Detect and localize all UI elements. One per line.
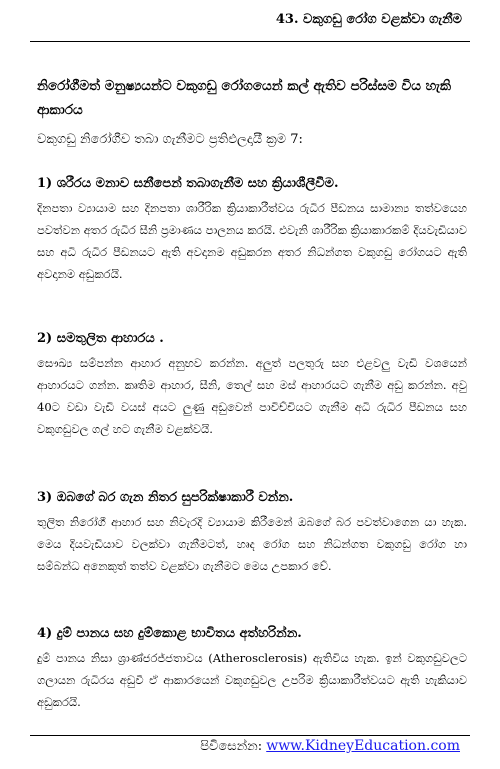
section-2: [37, 328, 467, 440]
website-link[interactable]: www.KidneyEducation.com: [266, 738, 460, 754]
section-4: [37, 623, 467, 713]
article-intro: වකුගඩු නිරෝගීව තබා ගැනීමට ප්‍රතිඵලදායී ක්‍රම 7:: [37, 132, 303, 147]
section-body: දුම් පානය නිසා ශ්‍රාණ්ජරජ්ජතාවය (Atherosclerosis) ඇතිවිය හැක. ඉන් වකුගඩුවලට ගලායන රුධිරය අඩුවී ඒ ආකාරයෙන් වකුගඩුවල උපරිම ක්‍රියාකාරීත්වයට ඇති හැකියාව අඩුකරයි.: [37, 651, 467, 709]
section-heading: 1) ශරීරය මනාව සනීපෙන් තබාගැනීම සහ ක්‍රියාශීලීවීම.: [37, 176, 339, 191]
footer-rule: [30, 735, 470, 736]
footer-label: පිවිසෙන්න:: [200, 739, 267, 754]
footer: [200, 738, 460, 754]
section-heading: 3) ඔබගේ බර ගැන නිතර සුපරික්ෂාකාරී වන්න.: [37, 490, 294, 505]
section-heading: 2) සමතුලිත ආහාරය .: [37, 331, 164, 346]
section-heading: 4) දුම් පානය සහ දුම්කොළ භාවිතය අත්හරින්න.: [37, 626, 302, 641]
section-1: [37, 173, 467, 285]
section-3: [37, 487, 467, 577]
article-title: නිරෝගීමත් මනුෂ්‍යයන්ට වකුගඩු රෝගයෙන් කල් ඇතිව පරිස්සම විය හැකි ආකාරය: [37, 78, 452, 118]
section-body: තුලිත නිරෝගී ආහාර සහ නිවැරදි ව්‍යායාම කිරීමෙන් ඔබගේ බර පවත්වාගෙන යා හැක. මෙය දියවැඩියාව වලක්වා ගැනීමටත්, හෘද රෝග සහ නිධන්ගත වකුගඩු රෝග හා සම්බන්ධ අනෙකුත් තත්ව වළක්වා ගැනීමට මෙය උපකාර වේ.: [37, 515, 467, 573]
section-body: සෞඛ්‍ය සම්පන්න ආහාර අනුභව කරන්න. අලුත් පලතුරු සහ එළවලු වැඩි වශයෙන් ආහාරයට ගන්න. කෘතිම ආහාර, සීනි, තෙල් සහ මස් ආහාරයට ගැනීම අඩු කරන්න. අවු 40ට වඩා වැඩි වයස් අයට ලුණු අඩුවෙන් පාවිච්චියට ගැනීම අධි රුධිර පීඩනය සහ වකුගඩුවල ගල් හට ගැනීම වළක්වයි.: [37, 356, 467, 436]
section-body: දිනපතා ව්‍යායාම සහ දිනපතා ශාරීරික ක්‍රියාකාරීත්වය රුධිර පීඩනය සාමාන්‍ය තත්වයෙහ පවත්වන අතර රුධිර සීනි ප්‍රමාණය පාලනය කරයි. එවැනි ශාරීරික ක්‍රියාකාරකම් දියවැඩියාව සහ අධි රුධිර පීඩනයට ඇති අවදානම අඩුකරන අතර නිධන්ගත වකුගඩු රෝගයට ඇති අවදානම අඩුකරයි.: [37, 201, 467, 281]
running-header: 43. වකුගඩු රෝග වළක්වා ගැනීම: [275, 12, 462, 27]
header-rule: [30, 41, 470, 42]
